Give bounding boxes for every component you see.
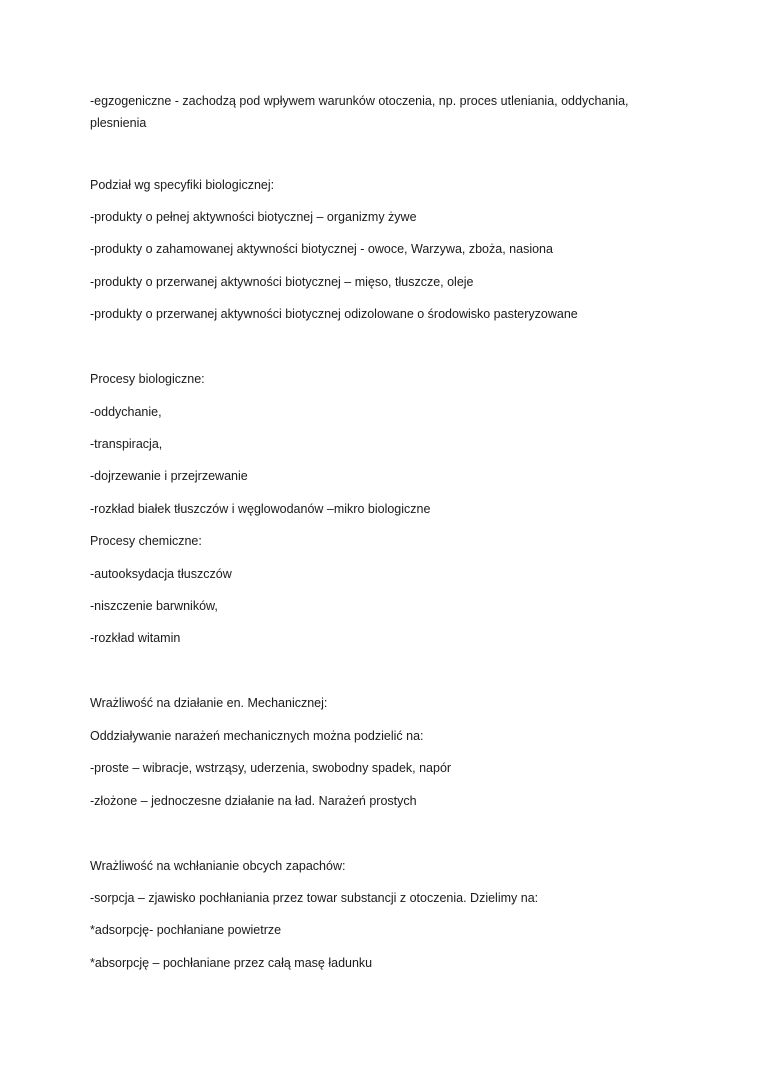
heading-podzial-wg-specyfiki: Podział wg specyfiki biologicznej: xyxy=(90,178,275,192)
list-item: -dojrzewanie i przejrzewanie xyxy=(90,469,248,483)
list-item: -złożone – jednoczesne działanie na ład. Narażeń prostych xyxy=(90,794,417,808)
list-item: -autooksydacja tłuszczów xyxy=(90,567,232,581)
heading-procesy-chemiczne: Procesy chemiczne: xyxy=(90,534,202,548)
list-item: -produkty o pełnej aktywności biotycznej – organizmy żywe xyxy=(90,210,417,224)
list-item: -niszczenie barwników, xyxy=(90,599,218,613)
list-item: -oddychanie, xyxy=(90,405,162,419)
paragraph-sorpcja: -sorpcja – zjawisko pochłaniania przez towar substancji z otoczenia. Dzielimy na: xyxy=(90,891,539,905)
list-item: *absorpcję – pochłaniane przez całą masę ładunku xyxy=(90,956,373,970)
heading-wrazliwosc-mechaniczna: Wrażliwość na działanie en. Mechanicznej: xyxy=(90,696,328,710)
heading-procesy-biologiczne: Procesy biologiczne: xyxy=(90,372,205,386)
heading-wrazliwosc-zapachy: Wrażliwość na wchłanianie obcych zapachów: xyxy=(90,859,346,873)
list-item: -produkty o przerwanej aktywności biotycznej odizolowane o środowisko pasteryzowane xyxy=(90,307,578,321)
paragraph-egzogeniczne: -egzogeniczne - zachodzą pod wpływem warunków otoczenia, np. proces utleniania, oddychania, plesnienia xyxy=(90,94,629,130)
list-item: -transpiracja, xyxy=(90,437,163,451)
list-item: -proste – wibracje, wstrząsy, uderzenia, swobodny spadek, napór xyxy=(90,761,452,775)
list-item: -produkty o przerwanej aktywności biotycznej – mięso, tłuszcze, oleje xyxy=(90,275,474,289)
list-item: -produkty o zahamowanej aktywności biotycznej - owoce, Warzywa, zboża, nasiona xyxy=(90,242,553,256)
paragraph-oddzialywanie: Oddziaływanie narażeń mechanicznych można podzielić na: xyxy=(90,729,424,743)
list-item: *adsorpcję- pochłaniane powietrze xyxy=(90,923,282,937)
list-item: -rozkład witamin xyxy=(90,631,181,645)
list-item: -rozkład białek tłuszczów i węglowodanów –mikro biologiczne xyxy=(90,502,431,516)
